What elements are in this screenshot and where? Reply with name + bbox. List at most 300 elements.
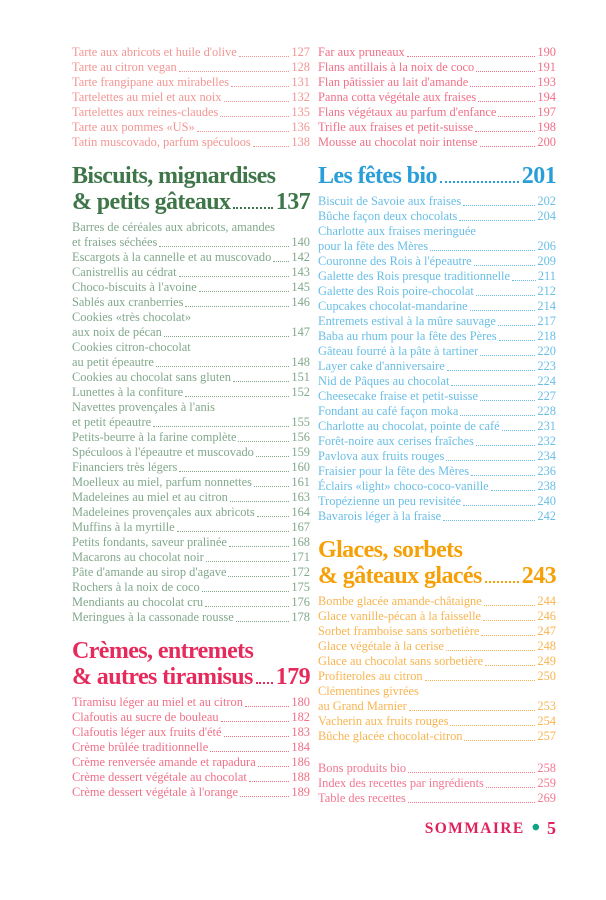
entry-row	[318, 594, 556, 609]
entry-title: et fraises séchées	[72, 235, 158, 249]
dot-leader	[476, 295, 536, 296]
entry-page-number: 132	[291, 90, 310, 104]
entry-row	[318, 135, 556, 150]
entry-title: Muffins à la myrtille	[72, 520, 175, 534]
entry-title: Sablés aux cranberries	[72, 295, 184, 309]
entry-title: Pavlova aux fruits rouges	[318, 449, 445, 463]
dot-leader	[205, 606, 289, 607]
section-title-glaces	[318, 537, 556, 589]
entry-title: Financiers très légers	[72, 460, 178, 474]
dot-leader	[480, 146, 536, 147]
dot-leader	[484, 605, 536, 606]
dot-leader	[498, 116, 535, 117]
section-page-number: 137	[275, 189, 310, 215]
entry-row	[72, 610, 310, 625]
section-title-text: Les fêtes bio	[318, 163, 437, 189]
dot-leader	[425, 680, 536, 681]
entry-page-number: 136	[291, 120, 310, 134]
toc-entry	[318, 791, 556, 806]
entry-page-number: 147	[291, 325, 310, 339]
toc-entry	[318, 135, 556, 150]
dot-leader	[229, 546, 290, 547]
entry-title: Pâte d'amande au sirop d'agave	[72, 565, 227, 579]
entry-row	[318, 729, 556, 744]
section-title-text: Biscuits, mignardises	[72, 163, 276, 189]
entry-title: Fondant au café façon moka	[318, 404, 459, 418]
entry-title: Baba au rhum pour la fête des Pères	[318, 329, 497, 343]
entry-page-number: 167	[291, 520, 310, 534]
entry-page-number: 269	[537, 791, 556, 805]
entry-row	[318, 374, 556, 389]
entry-title: Tarte aux pommes «US»	[72, 120, 195, 134]
toc-section-end-matter	[318, 761, 556, 806]
entry-title: et petit épeautre	[72, 415, 152, 429]
entry-page-number: 182	[291, 710, 310, 724]
dot-leader	[481, 635, 535, 636]
entry-page-number: 227	[537, 389, 556, 403]
entry-row	[72, 595, 310, 610]
entry-row	[72, 550, 310, 565]
dot-leader	[249, 781, 290, 782]
entry-page-number: 228	[537, 404, 556, 418]
entry-page-number: 209	[537, 254, 556, 268]
entry-title: Table des recettes	[318, 791, 406, 805]
entry-title: Cookies au chocolat sans gluten	[72, 370, 231, 384]
entry-row	[318, 776, 556, 791]
entry-row	[72, 725, 310, 740]
entry-row	[72, 520, 310, 535]
toc-entry	[72, 105, 310, 120]
entry-row	[318, 479, 556, 494]
entry-row	[318, 609, 556, 624]
entry-row	[318, 284, 556, 299]
entry-row	[318, 434, 556, 449]
dot-leader	[443, 520, 535, 521]
entry-row	[72, 580, 310, 595]
entry-title: Petits-beurre à la farine complète	[72, 430, 237, 444]
section-title-line	[318, 563, 556, 589]
entry-title: Cheesecake fraise et petit-suisse	[318, 389, 478, 403]
entry-page-number: 232	[537, 434, 556, 448]
entry-page-number: 253	[537, 699, 556, 713]
entry-page-number: 159	[291, 445, 310, 459]
entry-row	[72, 785, 310, 800]
entry-title: Galette des Rois presque traditionnelle	[318, 269, 511, 283]
entry-page-number: 214	[537, 299, 556, 313]
dot-leader	[460, 415, 535, 416]
entry-row	[318, 791, 556, 806]
entry-title: Couronne des Rois à l'épeautre	[318, 254, 472, 268]
toc-entry	[318, 776, 556, 791]
entry-title: Flan pâtissier au lait d'amande	[318, 75, 469, 89]
entry-row	[318, 299, 556, 314]
entry-page-number: 244	[537, 594, 556, 608]
entry-page-number: 135	[291, 105, 310, 119]
entry-title: Clafoutis léger aux fruits d'été	[72, 725, 222, 739]
toc-entry	[72, 250, 310, 265]
dot-leader	[210, 751, 289, 752]
section-title-line	[72, 163, 310, 189]
entry-title: Bavarois léger à la fraise	[318, 509, 442, 523]
entry-row	[318, 269, 556, 284]
entry-row	[72, 505, 310, 520]
toc-entry	[318, 209, 556, 224]
entry-row	[318, 654, 556, 669]
toc-entry	[318, 60, 556, 75]
section-title-line	[72, 638, 310, 664]
dot-leader	[179, 471, 289, 472]
entry-row	[318, 90, 556, 105]
section-title-fetes	[318, 163, 556, 189]
dot-leader	[470, 86, 535, 87]
entry-row	[318, 761, 556, 776]
entry-page-number: 248	[537, 639, 556, 653]
toc-entry	[318, 509, 556, 524]
entry-title: Tartelettes aux reines-claudes	[72, 105, 219, 119]
entry-title: Index des recettes par ingrédients	[318, 776, 484, 790]
toc-entry	[72, 490, 310, 505]
entry-title-line: Clémentines givrées	[318, 684, 419, 698]
toc-section-biscuits	[72, 163, 310, 625]
toc-entry	[72, 520, 310, 535]
toc-entry	[318, 389, 556, 404]
entry-row	[72, 250, 310, 265]
toc-entry	[72, 770, 310, 785]
dot-leader	[499, 340, 536, 341]
entry-row	[72, 355, 310, 370]
dot-leader	[256, 682, 273, 684]
entry-row	[72, 75, 310, 90]
toc-entry	[318, 105, 556, 120]
entry-row	[72, 565, 310, 580]
dot-leader	[230, 501, 290, 502]
toc-entry	[72, 610, 310, 625]
entry-title-line: Navettes provençales à l'anis	[72, 400, 215, 414]
toc-entry	[72, 310, 310, 340]
entry-title: Nid de Pâques au chocolat	[318, 374, 450, 388]
entry-row	[318, 639, 556, 654]
toc-entry	[318, 639, 556, 654]
entry-page-number: 197	[537, 105, 556, 119]
dot-leader	[483, 620, 535, 621]
dot-leader	[485, 581, 519, 583]
toc-entry	[72, 595, 310, 610]
dot-leader	[220, 116, 289, 117]
entry-row	[72, 370, 310, 385]
toc-entry	[318, 479, 556, 494]
toc-section-cremes	[72, 638, 310, 800]
entry-title: Glace végétale à la cerise	[318, 639, 444, 653]
toc-entry	[318, 374, 556, 389]
entry-page-number: 220	[537, 344, 556, 358]
toc-entry	[318, 329, 556, 344]
dot-leader	[185, 306, 289, 307]
dot-leader	[273, 261, 289, 262]
entry-title-line: Cookies «très chocolat»	[72, 310, 192, 324]
bullet-separator-icon: •	[531, 814, 540, 841]
entry-title: Flans antillais à la noix de coco	[318, 60, 475, 74]
entry-page-number: 198	[537, 120, 556, 134]
toc-entry	[72, 135, 310, 150]
dot-leader	[407, 56, 536, 57]
dot-leader	[485, 665, 535, 666]
entry-title: Crème renversée amande et rapadura	[72, 755, 256, 769]
entry-title: Madeleines au miel et au citron	[72, 490, 228, 504]
entry-row	[318, 105, 556, 120]
entry-page-number: 180	[291, 695, 310, 709]
entry-page-number: 257	[537, 729, 556, 743]
section-page-number: 243	[521, 563, 556, 589]
dot-leader	[498, 325, 536, 326]
toc-entry	[72, 75, 310, 90]
entry-row	[318, 120, 556, 135]
section-title-line	[318, 537, 556, 563]
entry-row	[72, 695, 310, 710]
entry-title: Flans végétaux au parfum d'enfance	[318, 105, 497, 119]
dot-leader	[254, 486, 289, 487]
entry-row	[318, 389, 556, 404]
dot-leader	[253, 146, 290, 147]
entry-page-number: 138	[291, 135, 310, 149]
entry-page-number: 200	[537, 135, 556, 149]
dot-leader	[179, 71, 290, 72]
toc-entry	[318, 684, 556, 714]
toc-entry	[72, 725, 310, 740]
entry-row	[72, 90, 310, 105]
toc-entry	[72, 220, 310, 250]
entry-row	[318, 344, 556, 359]
entry-row	[72, 535, 310, 550]
entry-row	[72, 460, 310, 475]
toc-entry	[318, 194, 556, 209]
entry-title: Escargots à la cannelle et au muscovado	[72, 250, 272, 264]
entry-page-number: 190	[537, 45, 556, 59]
entry-title: au Grand Marnier	[318, 699, 407, 713]
toc-entry	[318, 224, 556, 254]
section-title-cremes	[72, 638, 310, 690]
toc-entry	[318, 434, 556, 449]
entry-title: Tiramisu léger au miel et au citron	[72, 695, 243, 709]
entry-row	[318, 714, 556, 729]
entry-page-number: 258	[537, 761, 556, 775]
entry-page-number: 127	[291, 45, 310, 59]
toc-entry	[72, 370, 310, 385]
entry-page-number: 172	[291, 565, 310, 579]
entry-page-number: 163	[291, 490, 310, 504]
dot-leader	[240, 796, 289, 797]
entry-row	[318, 419, 556, 434]
toc-entry	[318, 314, 556, 329]
entry-row	[318, 209, 556, 224]
toc-column-left	[72, 45, 310, 806]
dot-leader	[409, 710, 536, 711]
entry-title: Forêt-noire aux cerises fraîches	[318, 434, 474, 448]
entry-title: Canistrellis au cédrat	[72, 265, 177, 279]
entry-title: Moelleux au miel, parfum nonnettes	[72, 475, 252, 489]
entry-title-line: Cookies citron-chocolat	[72, 340, 191, 354]
entry-page-number: 171	[291, 550, 310, 564]
entry-title: Bûche façon deux chocolats	[318, 209, 458, 223]
entry-page-number: 194	[537, 90, 556, 104]
entry-page-number: 218	[537, 329, 556, 343]
toc-entry	[72, 400, 310, 430]
entry-title: Tartelettes au miel et aux noix	[72, 90, 222, 104]
entry-row	[72, 295, 310, 310]
toc-entry	[72, 90, 310, 105]
toc-section-fetes	[318, 163, 556, 524]
entry-title: Gâteau fourré à la pâte à tartiner	[318, 344, 479, 358]
entry-page-number: 191	[537, 60, 556, 74]
entry-title: au petit épeautre	[72, 355, 154, 369]
toc-entry	[72, 45, 310, 60]
entry-title: Layer cake d'anniversaire	[318, 359, 445, 373]
entry-page-number: 240	[537, 494, 556, 508]
entry-title: Rochers à la noix de coco	[72, 580, 200, 594]
entry-row	[72, 445, 310, 460]
toc-entry	[72, 535, 310, 550]
toc-entry	[318, 404, 556, 419]
toc-entry	[318, 449, 556, 464]
entry-row	[318, 464, 556, 479]
entry-title: Choco-biscuits à l'avoine	[72, 280, 197, 294]
dot-leader	[474, 265, 536, 266]
entry-title: Galette des Rois poire-chocolat	[318, 284, 474, 298]
toc-entry	[72, 385, 310, 400]
toc-column-right	[318, 45, 556, 806]
toc-entry	[318, 269, 556, 284]
toc-entry	[72, 740, 310, 755]
toc-entry	[72, 710, 310, 725]
entry-title: Trifle aux fraises et petit-suisse	[318, 120, 474, 134]
entry-title: aux noix de pécan	[72, 325, 162, 339]
dot-leader	[159, 246, 289, 247]
dot-leader	[258, 766, 290, 767]
page-footer	[424, 814, 556, 841]
toc-entry	[318, 120, 556, 135]
dot-leader	[224, 101, 290, 102]
dot-leader	[236, 621, 290, 622]
section-title-text: & autres tiramisus	[72, 664, 253, 690]
entry-row	[72, 265, 310, 280]
toc-entry	[72, 785, 310, 800]
entry-title: Profiteroles au citron	[318, 669, 423, 683]
toc-entry	[318, 494, 556, 509]
entry-row	[318, 60, 556, 75]
section-title-text: Glaces, sorbets	[318, 537, 463, 563]
toc-columns	[72, 45, 556, 806]
toc-entry	[318, 654, 556, 669]
entry-row	[72, 430, 310, 445]
dot-leader	[238, 441, 289, 442]
entry-row	[318, 45, 556, 60]
entry-title: Glace au chocolat sans sorbetière	[318, 654, 484, 668]
dot-leader	[156, 366, 290, 367]
entry-title: Mousse au chocolat noir intense	[318, 135, 478, 149]
toc-entry	[72, 445, 310, 460]
entry-row	[318, 194, 556, 209]
entry-title: Sorbet framboise sans sorbetière	[318, 624, 480, 638]
dot-leader	[256, 456, 290, 457]
toc-entry	[72, 565, 310, 580]
entry-row	[72, 235, 310, 250]
toc-entry	[318, 419, 556, 434]
toc-entry	[72, 295, 310, 310]
dot-leader	[233, 207, 272, 209]
entry-page-number: 246	[537, 609, 556, 623]
dot-leader	[476, 71, 535, 72]
entry-page-number: 148	[291, 355, 310, 369]
dot-leader	[257, 516, 290, 517]
entry-row	[318, 329, 556, 344]
dot-leader	[233, 381, 289, 382]
entry-row	[72, 105, 310, 120]
toc-entry	[318, 761, 556, 776]
dot-leader	[470, 310, 536, 311]
toc-entry	[318, 45, 556, 60]
entry-page-number: 184	[291, 740, 310, 754]
entry-title: Far aux pruneaux	[318, 45, 405, 59]
footer-page-number: 5	[547, 818, 556, 838]
entry-row	[318, 699, 556, 714]
dot-leader	[164, 336, 290, 337]
entry-row	[318, 624, 556, 639]
dot-leader	[480, 400, 535, 401]
dot-leader	[478, 101, 535, 102]
entry-row	[72, 45, 310, 60]
toc-entry	[72, 280, 310, 295]
entry-page-number: 206	[537, 239, 556, 253]
dot-leader	[199, 291, 290, 292]
entry-title: Panna cotta végétale aux fraises	[318, 90, 477, 104]
entry-row	[318, 669, 556, 684]
entry-page-number: 131	[291, 75, 310, 89]
entry-title: Charlotte au chocolat, pointe de café	[318, 419, 500, 433]
dot-leader	[177, 531, 290, 532]
entry-title: Spéculoos à l'épeautre et muscovado	[72, 445, 254, 459]
entry-page-number: 175	[291, 580, 310, 594]
entry-page-number: 212	[537, 284, 556, 298]
dot-leader	[153, 426, 289, 427]
dot-leader	[202, 591, 290, 592]
dot-leader	[459, 220, 535, 221]
entry-title: Tarte aux abricots et huile d'olive	[72, 45, 237, 59]
entry-title: Entremets estival à la mûre sauvage	[318, 314, 496, 328]
entry-title: Tarte frangipane aux mirabelles	[72, 75, 230, 89]
entry-page-number: 140	[291, 235, 310, 249]
toc-entry	[318, 669, 556, 684]
entry-page-number: 223	[537, 359, 556, 373]
toc-entry	[72, 430, 310, 445]
dot-leader	[206, 561, 290, 562]
toc-entry	[318, 254, 556, 269]
entry-title: Mendiants au chocolat cru	[72, 595, 204, 609]
dot-leader	[446, 650, 536, 651]
dot-leader	[408, 772, 535, 773]
entry-page-number: 254	[537, 714, 556, 728]
entry-title: Madeleines provençales aux abricots	[72, 505, 255, 519]
toc-entry	[318, 624, 556, 639]
entry-row	[318, 404, 556, 419]
entry-title: Vacherin aux fruits rouges	[318, 714, 449, 728]
toc-entry	[318, 284, 556, 299]
entry-row	[72, 325, 310, 340]
entry-page-number: 234	[537, 449, 556, 463]
dot-leader	[471, 475, 535, 476]
toc-entry	[318, 464, 556, 479]
entry-title: Glace vanille-pécan à la faisselle	[318, 609, 482, 623]
entry-row	[72, 710, 310, 725]
dot-leader	[476, 445, 536, 446]
